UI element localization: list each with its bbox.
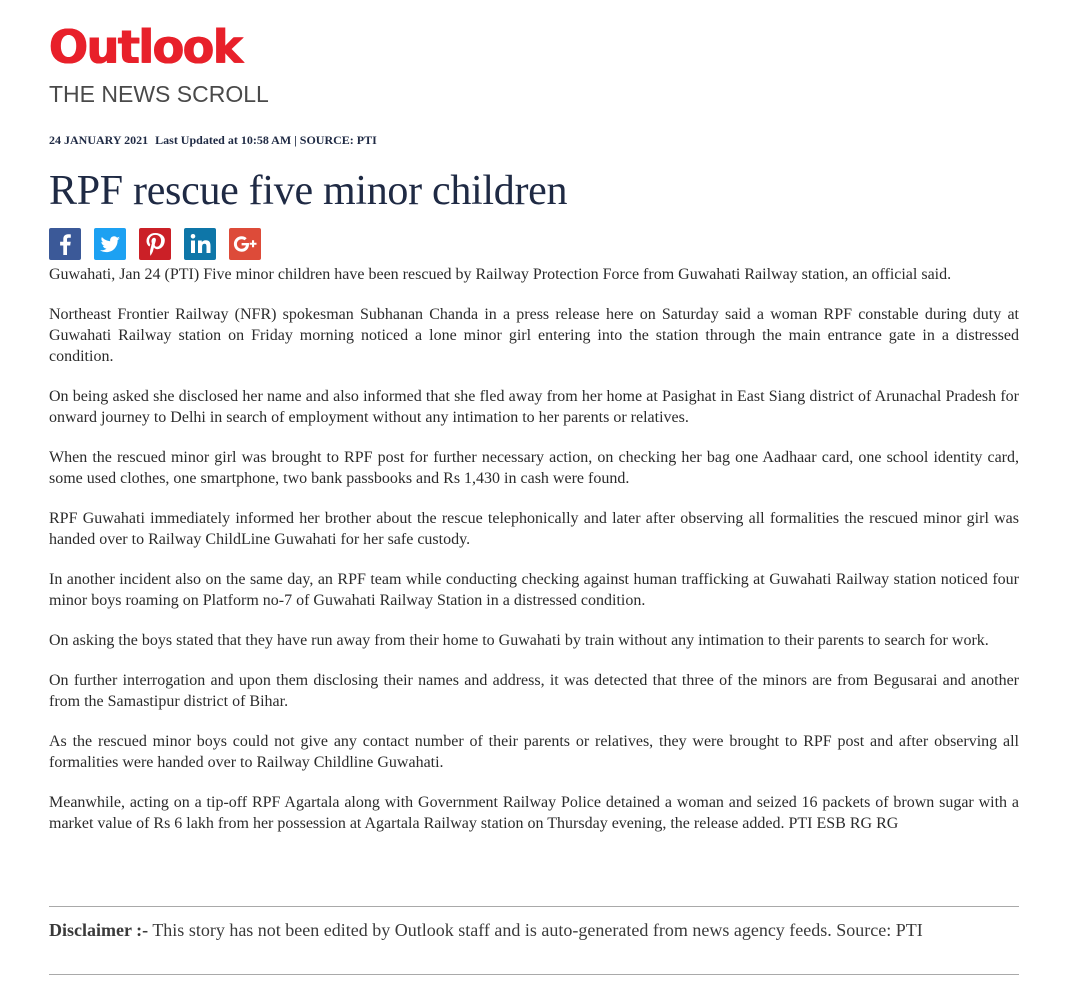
last-updated: Last Updated at 10:58 AM | SOURCE: PTI <box>155 133 377 147</box>
disclaimer-text: This story has not been edited by Outlook staff and is auto-generated from news agency feeds. Source: PTI <box>148 920 923 940</box>
article-paragraph: On asking the boys stated that they have run away from their home to Guwahati by train without any intimation to their parents to search for work. <box>49 632 989 649</box>
share-google-plus-button[interactable] <box>229 228 261 260</box>
share-pinterest-button[interactable] <box>139 228 171 260</box>
article-paragraph: Meanwhile, acting on a tip-off RPF Agartala along with Government Railway Police detained a woman and seized 16 packets of brown sugar with a market value of Rs 6 lakh from her possession at Agartala Railway station on Thursday evening, the release added. PTI ESB RG RG <box>49 794 1019 832</box>
article-paragraph: RPF Guwahati immediately informed her brother about the rescue telephonically and later after observing all formalities the rescued minor girl was handed over to Railway ChildLine Guwahati for her safe custody. <box>49 510 1019 548</box>
disclaimer-label: Disclaimer :- <box>49 920 149 940</box>
article-paragraph: Guwahati, Jan 24 (PTI) Five minor children have been rescued by Railway Protection Force from Guwahati Railway station, an official said. <box>49 266 952 283</box>
article-paragraph: In another incident also on the same day, an RPF team while conducting checking against human trafficking at Guwahati Railway station noticed four minor boys roaming on Platform no-7 of Guwahati Railway Station in a distressed condition. <box>49 571 1019 609</box>
article-paragraph: As the rescued minor boys could not give any contact number of their parents or relatives, they were brought to RPF post and after observing all formalities were handed over to Railway Childline Guwahati. <box>49 733 1019 771</box>
facebook-icon <box>49 228 81 260</box>
article-paragraph: On further interrogation and upon them disclosing their names and address, it was detected that three of the minors are from Begusarai and another from the Samastipur district of Bihar. <box>49 672 1019 710</box>
article-body <box>49 264 1019 853</box>
article-paragraph: Northeast Frontier Railway (NFR) spokesman Subhanan Chanda in a press release here on Saturday said a woman RPF constable during duty at Guwahati Railway station on Friday morning noticed a lone minor girl entering into the station through the main entrance gate in a distressed condition. <box>49 306 1019 365</box>
article-meta <box>49 133 377 147</box>
share-facebook-button[interactable] <box>49 228 81 260</box>
article-paragraph: On being asked she disclosed her name and also informed that she fled away from her home at Pasighat in East Siang district of Arunachal Pradesh for onward journey to Delhi in search of employment without any intimation to her parents or relatives. <box>49 388 1019 426</box>
section-title[interactable]: THE NEWS SCROLL <box>49 81 269 107</box>
share-twitter-button[interactable] <box>94 228 126 260</box>
share-linkedin-button[interactable] <box>184 228 216 260</box>
google-plus-icon <box>229 228 261 260</box>
linkedin-icon <box>184 228 216 260</box>
publish-date: 24 JANUARY 2021 <box>49 133 149 147</box>
twitter-icon <box>94 228 126 260</box>
headline: RPF rescue five minor children <box>49 168 568 214</box>
article-paragraph: When the rescued minor girl was brought to RPF post for further necessary action, on checking her bag one Aadhaar card, one school identity card, some used clothes, one smartphone, two bank passbooks and Rs 1,430 in cash were found. <box>49 449 1019 487</box>
disclaimer <box>49 906 1019 975</box>
share-bar <box>49 228 261 260</box>
pinterest-icon <box>139 228 171 260</box>
outlook-logo[interactable]: Outlook <box>49 20 242 74</box>
